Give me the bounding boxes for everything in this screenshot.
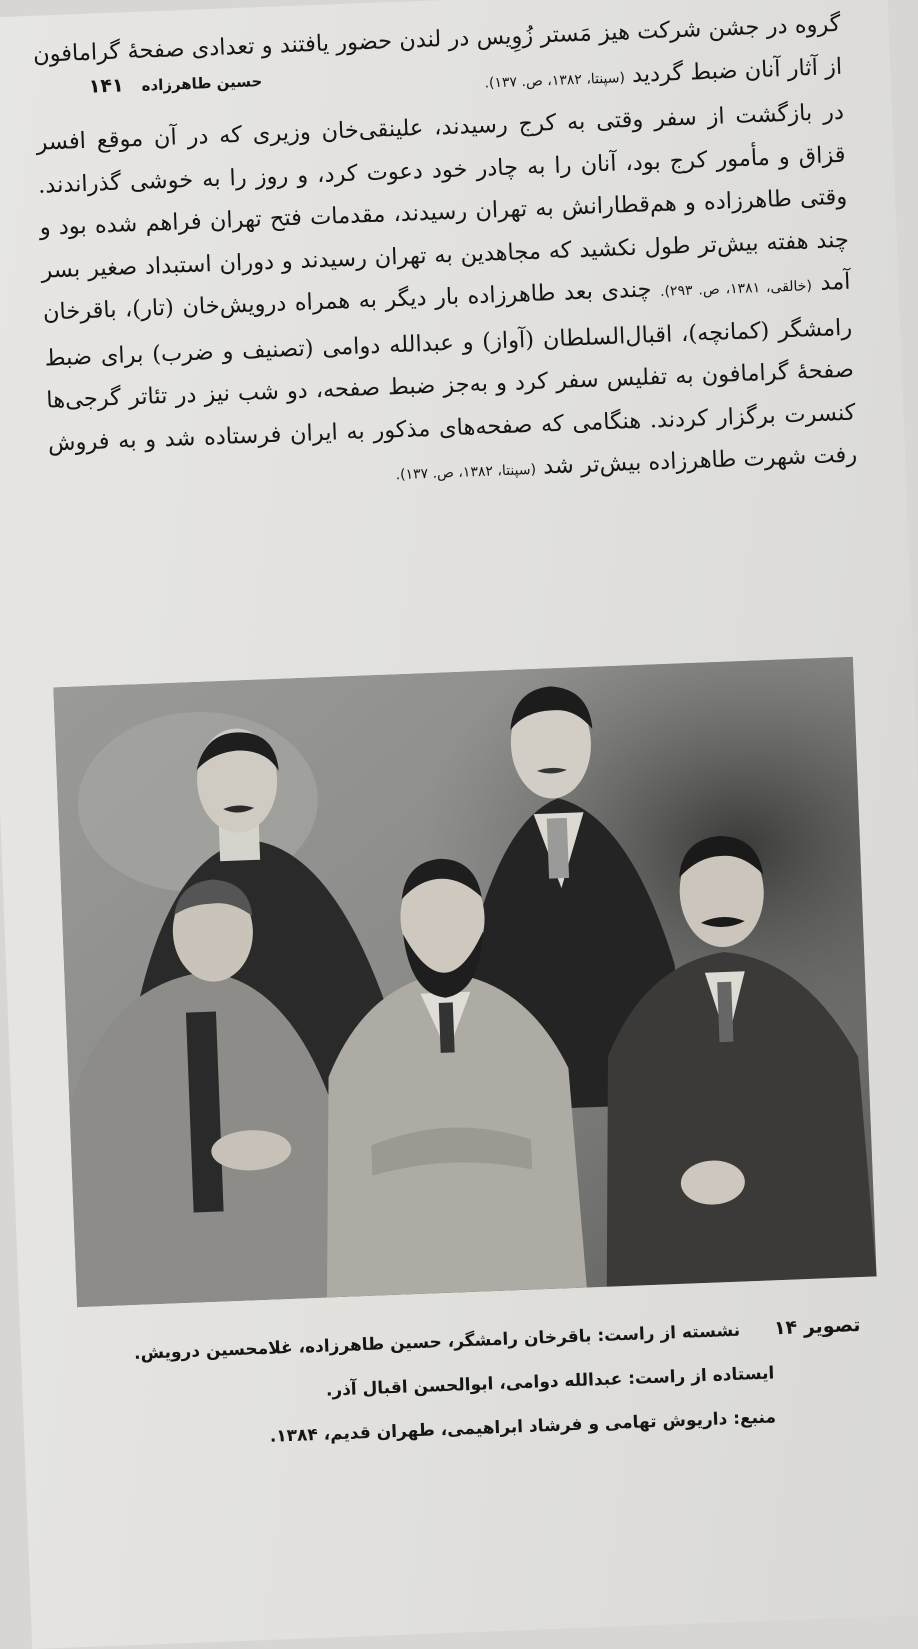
page-number: ۱۴۱ [88, 74, 124, 98]
citation: (سپنتا، ۱۳۸۲، ص. ۱۳۷). [395, 461, 537, 484]
paragraph-2-text: در بازگشت از سفر وقتی به کرج رسیدند، علینقی‌خان وزیری که در آن موقع افسر قزاق و مأمور کرج بود، آنان را به چادر خود دعوت کرد، و روز را به خوشی گذراندند. وقتی طاهرزاده و هم‌قطارانش به تهران رسیدند، مقدمات فتح تهران فراهم شده بود و چند هفته بیش‌تر طول نکشید که مجاهدین به تهران رسیدند و دوران استبداد صغیر بسر آمد [35, 98, 851, 296]
photo-illustration [53, 657, 876, 1307]
figure-caption [120, 1303, 865, 1464]
paragraph-1-text: گروه در جشن شرکت هیز مَستر زُوِیس در لندن حضور یافتند و تعدادی صفحهٔ گرامافون از آثار آنان ضبط گردید [32, 10, 843, 88]
running-head-author: حسین طاهرزاده [141, 72, 263, 95]
figure-label: تصویر ۱۴ [773, 1314, 861, 1340]
paragraph-2 [36, 91, 858, 510]
group-photograph [53, 657, 876, 1307]
citation: (سپنتا، ۱۳۸۲، ص. ۱۳۷). [484, 69, 626, 92]
caption-seated: نشسته از راست: باقرخان رامشگر، حسین طاهرزاده، غلامحسین درویش. [133, 1320, 741, 1364]
citation: (خالقی، ۱۳۸۱، ص. ۲۹۳). [659, 278, 813, 300]
caption-standing: ایستاده از راست: عبدالله دوامی، ابوالحسن اقبال آذر. [325, 1363, 775, 1401]
caption-source: منبع: داریوش تهامی و فرشاد ابراهیمی، طهران قدیم، ۱۳۸۴. [269, 1407, 777, 1447]
body-text [32, 3, 858, 510]
paragraph-2-text-cont: چندی بعد طاهرزاده بار دیگر به همراه درویش‌خان (تار)، باقرخان رامشگر (کمانچه)، اقبال‌السلطان (آواز) و عبدالله دوامی (تصنیف و ضرب) برای ضبط صفحهٔ گرامافون به تفلیس سفر کرد و به‌جز ضبط صفحه، دو شب نیز در تئاتر گرجی‌ها کنسرت برگزار کردند. هنگامی که صفحه‌های مذکور به ایران فرستاده شد و به فروش رفت شهرت طاهرزاده بیش‌تر شد [42, 276, 858, 480]
